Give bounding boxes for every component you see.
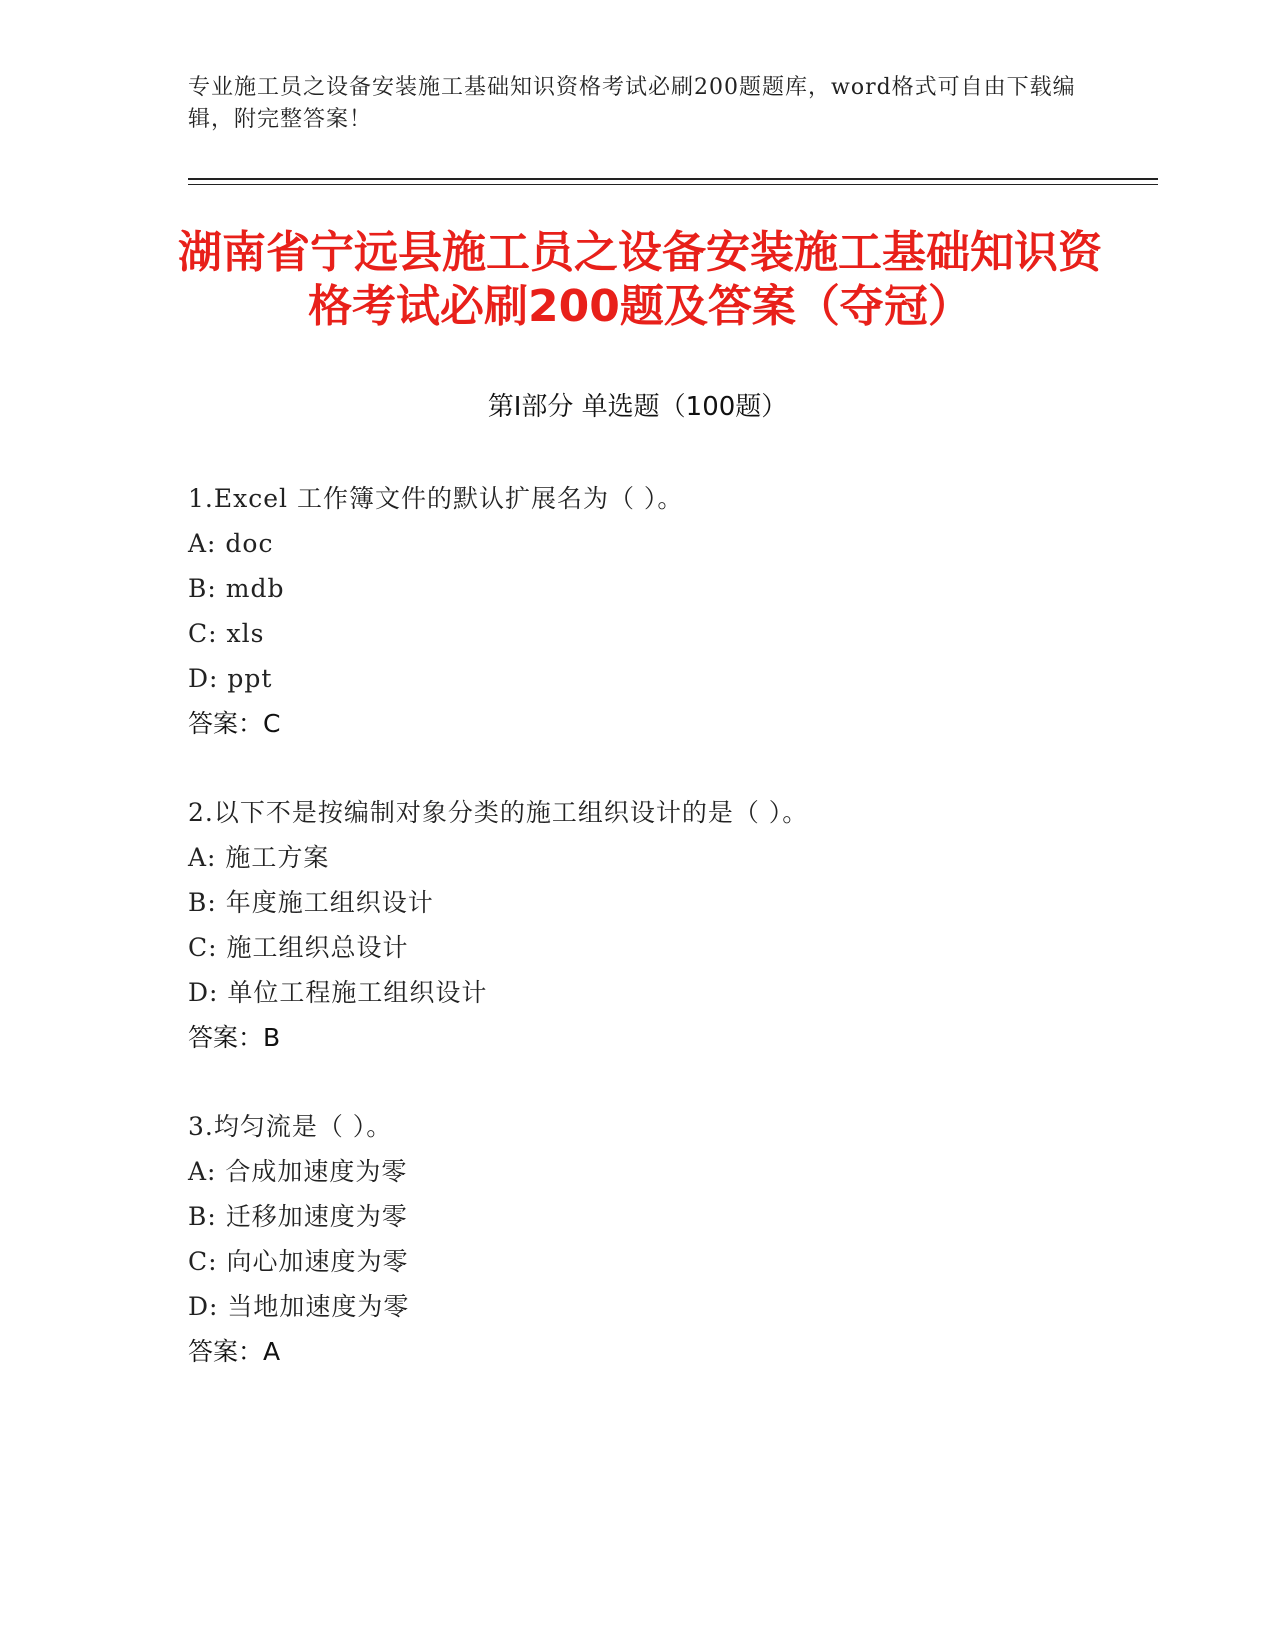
question-1 xyxy=(188,476,1148,746)
option-c: C: 向心加速度为零 xyxy=(188,1247,409,1276)
document-title: 湖南省宁远县施工员之设备安装施工基础知识资格考试必刷200题及答案（夺冠） xyxy=(178,227,1102,332)
section-title: 第Ⅰ部分 单选题（100题） xyxy=(487,392,788,422)
question-list xyxy=(188,476,1148,1418)
option-c: C: 施工组织总设计 xyxy=(188,933,409,962)
header-divider-thin xyxy=(188,184,1158,185)
option-d: D: ppt xyxy=(188,664,273,693)
answer: 答案：B xyxy=(188,1023,281,1052)
header-note: 专业施工员之设备安装施工基础知识资格考试必刷200题题库，word格式可自由下载编辑，附完整答案！ xyxy=(188,75,1076,132)
header-divider-thick xyxy=(188,178,1158,180)
question-2 xyxy=(188,790,1148,1060)
question-stem: 2.以下不是按编制对象分类的施工组织设计的是（ ）。 xyxy=(188,798,809,827)
answer: 答案：A xyxy=(188,1337,281,1366)
option-b: B: mdb xyxy=(188,574,285,603)
option-d: D: 当地加速度为零 xyxy=(188,1292,410,1321)
option-c: C: xls xyxy=(188,619,265,648)
option-a: A: doc xyxy=(188,529,274,558)
option-b: B: 迁移加速度为零 xyxy=(188,1202,408,1231)
question-stem: 1.Excel 工作簿文件的默认扩展名为（ ）。 xyxy=(188,484,684,513)
question-stem: 3.均匀流是（ ）。 xyxy=(188,1112,393,1141)
option-b: B: 年度施工组织设计 xyxy=(188,888,434,917)
option-d: D: 单位工程施工组织设计 xyxy=(188,978,488,1007)
answer: 答案：C xyxy=(188,709,281,738)
option-a: A: 施工方案 xyxy=(188,843,330,872)
option-a: A: 合成加速度为零 xyxy=(188,1157,408,1186)
question-3 xyxy=(188,1104,1148,1374)
